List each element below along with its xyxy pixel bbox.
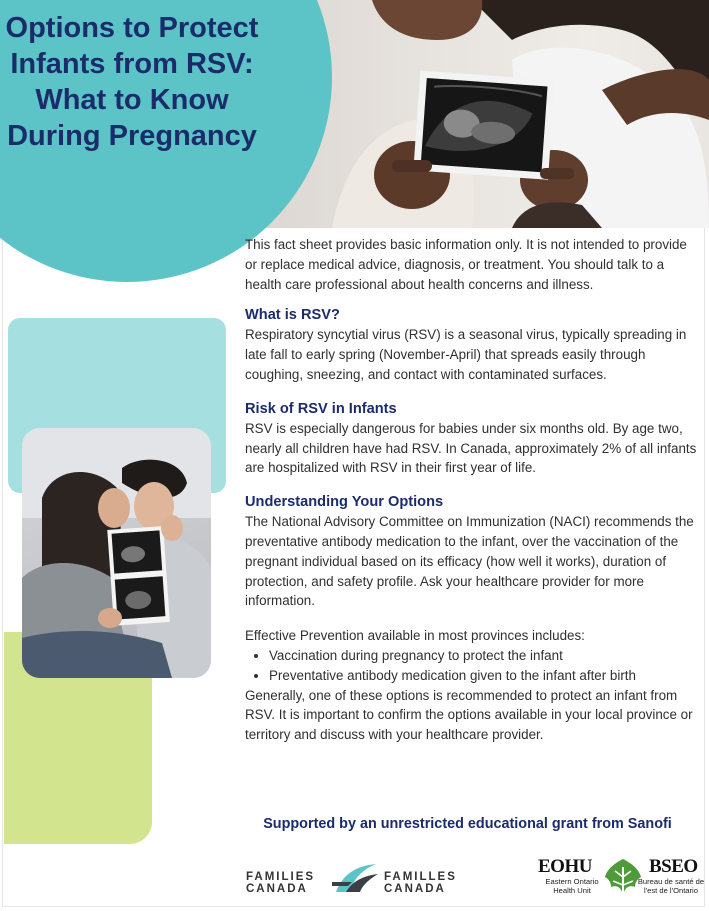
families-canada-en-line1: FAMILIES: [246, 871, 316, 883]
families-canada-logo: [246, 862, 468, 896]
section-heading-options: Understanding Your Options: [245, 494, 444, 511]
families-canada-fr-line1: FAMILLES: [384, 871, 457, 883]
eohu-logo: [538, 857, 708, 901]
disclaimer-text: This fact sheet provides basic information only. It is not intended to provide or replace medical advice, diagnosis, or treatment. You should talk to a health care professional about health concerns and illness.: [245, 237, 687, 292]
bseo-subtitle: Bureau de santé de l'est de l'Ontario: [637, 877, 705, 895]
prevention-closing: Generally, one of these options is recommended to protect an infant from RSV. It is important to confirm the options available in your local province or territory and discuss with your healthcare provider.: [245, 687, 693, 743]
families-canada-fr-line2: CANADA: [384, 883, 446, 895]
section-body-options: The National Advisory Committee on Immunization (NACI) recommends the preventative antibody medication to the infant, over the vaccination of the pregnant individual based on its efficacy (how well it works), duration of protection, and safety profile. Ask your healthcare provider for more information.: [245, 514, 694, 609]
main-content: [245, 235, 697, 745]
prevention-intro: Effective Prevention available in most provinces includes:: [245, 628, 585, 644]
section-body-risk: RSV is especially dangerous for babies under six months old. By age two, nearly all children have had RSV. In Canada, approximately 2% of all infants are hospitalized with RSV in their first year of life.: [245, 420, 697, 476]
section-body-what-is-rsv: Respiratory syncytial virus (RSV) is a seasonal virus, typically spreading in late fall to early spring (November-April) that spreads easily through coughing, sneezing, and contact with contaminated surfaces.: [245, 327, 687, 382]
page-title: Options to Protect Infants from RSV: What to Know During Pregnancy: [5, 12, 259, 152]
families-canada-emblem-icon: [332, 862, 382, 896]
section-heading-risk: Risk of RSV in Infants: [245, 400, 397, 417]
couple-photo: [22, 428, 211, 678]
prevention-list: [245, 646, 697, 686]
list-item: • Vaccination during pregnancy to protect the infant: [269, 646, 697, 666]
list-item: • Preventative antibody medication given to the infant after birth: [269, 666, 697, 686]
families-canada-en-line2: CANADA: [246, 883, 308, 895]
section-heading-what-is-rsv: What is RSV?: [245, 307, 340, 324]
bseo-name: BSEO: [649, 856, 698, 877]
eohu-subtitle: Eastern Ontario Health Unit: [545, 877, 599, 895]
eohu-name: EOHU: [538, 856, 592, 877]
sponsor-statement: Supported by an unrestricted educational grant from Sanofi: [263, 816, 672, 832]
